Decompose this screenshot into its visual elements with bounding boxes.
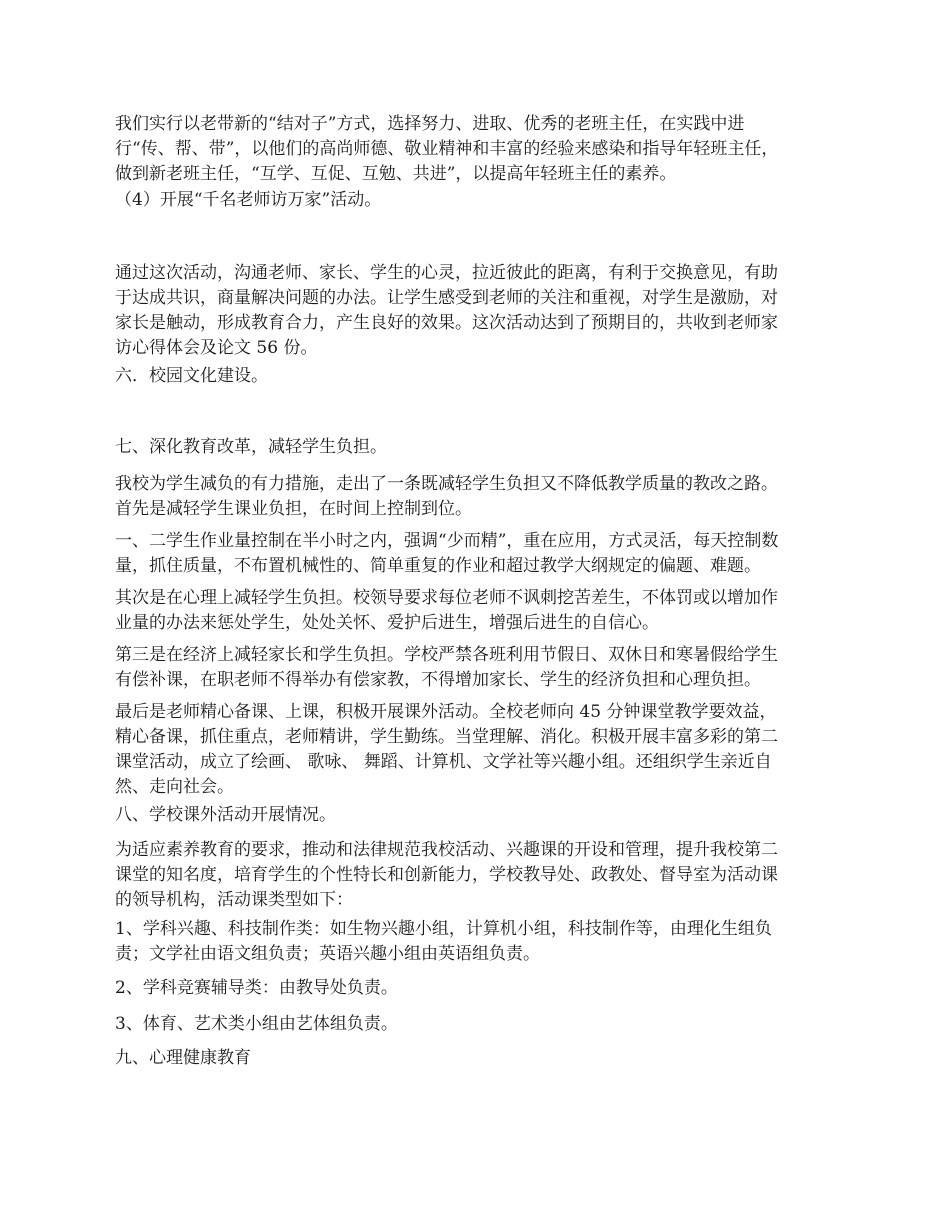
paragraph-psych-burden [115, 586, 845, 636]
text-line: 七、深化教育改革，减轻学生负担。 [115, 437, 387, 457]
text-line: 课堂的知名度，培育学生的个性特长和创新能力，学校教导处、政教处、督导室为活动课 [115, 865, 778, 885]
text-line: 有偿补课，在职老师不得举办有偿家教，不得增加家长、学生的经济负担和心理负担。 [115, 670, 761, 690]
section-heading-7 [115, 435, 845, 460]
paragraph-home-visit-result [115, 261, 845, 361]
paragraph-activity-type-1 [115, 917, 845, 967]
text-line: 精心备课，抓住重点，老师精讲，学生勤练。当堂理解、消化。积极开展丰富多彩的第二 [115, 727, 778, 747]
section-heading-6 [115, 364, 845, 389]
paragraph-lesson-prep [115, 700, 845, 800]
text-line: 课堂活动，成立了绘画、 歌咏、 舞蹈、计算机、文学社等兴趣小组。还组织学生亲近自 [115, 752, 772, 772]
text-line: 然、走向社会。 [115, 777, 234, 797]
text-line: （4）开展“千名老师访万家”活动。 [115, 190, 382, 210]
text-line: 通过这次活动，沟通老师、家长、学生的心灵，拉近彼此的距离，有利于交换意见，有助 [115, 263, 778, 283]
text-line: 八、学校课外活动开展情况。 [115, 805, 336, 825]
paragraph-activity-type-3 [115, 1012, 845, 1037]
text-line: 责；文学社由语文组负责；英语兴趣小组由英语组负责。 [115, 944, 540, 964]
paragraph-home-visit-heading [115, 188, 845, 213]
text-line: 3、体育、艺术类小组由艺体组负责。 [115, 1014, 398, 1034]
text-line: 一、二学生作业量控制在半小时之内，强调“少而精”，重在应用，方式灵活，每天控制数 [115, 531, 779, 551]
text-line: 九、心理健康教育 [115, 1048, 251, 1068]
text-line: 其次是在心理上减轻学生负担。校领导要求每位老师不讽刺挖苦差生，不体罚或以增加作 [115, 588, 778, 608]
text-line: 的领导机构，活动课类型如下： [115, 890, 353, 910]
text-line: 行“传、帮、带”，以他们的高尚师德、敬业精神和丰富的经验来感染和指导年轻班主任， [115, 139, 779, 159]
paragraph-pairing-mentorship [115, 112, 845, 187]
text-line: 量，抓住质量，不布置机械性的、简单重复的作业和超过教学大纲规定的偏题、难题。 [115, 556, 761, 576]
text-line: 业量的办法来惩处学生，处处关怀、爱护后进生，增强后进生的自信心。 [115, 613, 659, 633]
text-line: 六．校园文化建设。 [115, 366, 268, 386]
paragraph-homework-control [115, 529, 845, 579]
text-line: 访心得体会及论文 56 份。 [115, 338, 318, 358]
text-line: 1、学科兴趣、科技制作类：如生物兴趣小组，计算机小组，科技制作等，由理化生组负 [115, 919, 772, 939]
text-line: 我校为学生减负的有力措施，走出了一条既减轻学生负担又不降低教学质量的教改之路。 [115, 474, 778, 494]
text-line: 为适应素养教育的要求，推动和法律规范我校活动、兴趣课的开设和管理，提升我校第二 [115, 840, 778, 860]
paragraph-activity-type-2 [115, 976, 845, 1001]
paragraph-economic-burden [115, 643, 845, 693]
text-line: 家长是触动，形成教育合力，产生良好的效果。这次活动达到了预期目的，共收到老师家 [115, 313, 778, 333]
text-line: 做到新老班主任，“互学、互促、互勉、共进”，以提高年轻班主任的素养。 [115, 164, 677, 184]
text-line: 最后是老师精心备课、上课，积极开展课外活动。全校老师向 45 分钟课堂教学要效益， [115, 702, 777, 722]
text-line: 2、学科竞赛辅导类：由教导处负责。 [115, 978, 398, 998]
section-heading-9 [115, 1046, 845, 1071]
text-line: 首先是减轻学生课业负担，在时间上控制到位。 [115, 499, 472, 519]
paragraph-activity-org [115, 838, 845, 913]
text-line: 第三是在经济上减轻家长和学生负担。学校严禁各班利用节假日、双休日和寒暑假给学生 [115, 645, 778, 665]
section-heading-8 [115, 803, 845, 828]
paragraph-burden-intro [115, 472, 845, 522]
text-line: 我们实行以老带新的“结对子”方式，选择努力、进取、优秀的老班主任，在实践中进 [115, 114, 745, 134]
text-line: 于达成共识，商量解决问题的办法。让学生感受到老师的关注和重视，对学生是激励，对 [115, 288, 778, 308]
